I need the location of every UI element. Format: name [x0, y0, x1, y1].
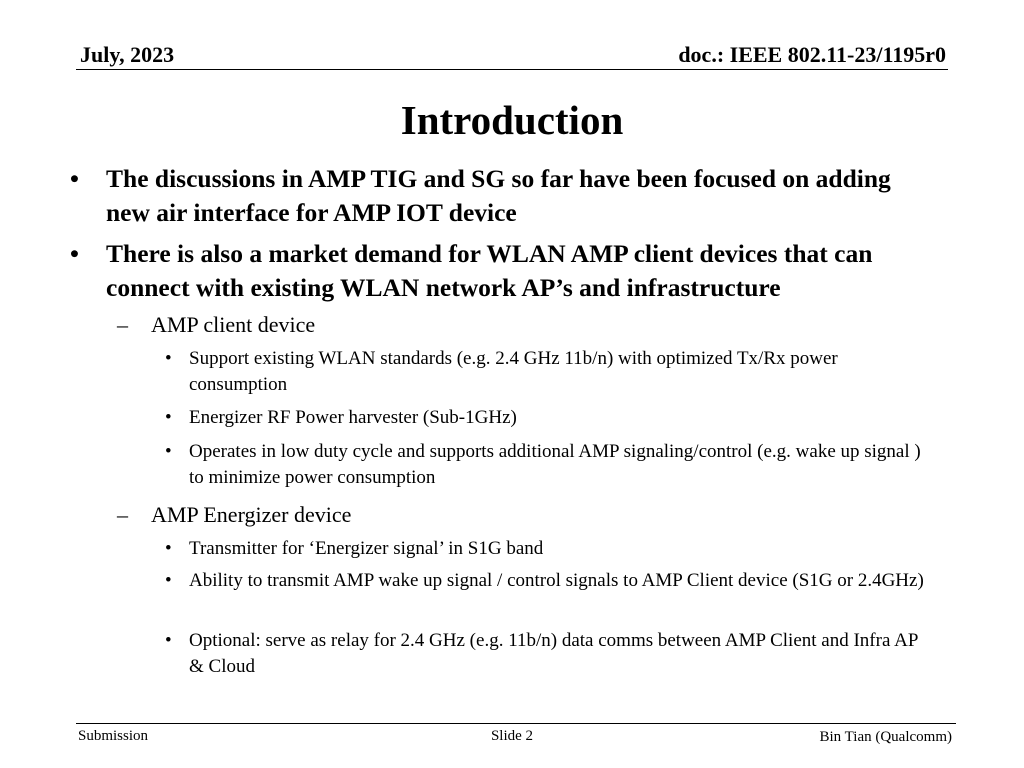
bullet-level1: [70, 162, 936, 230]
bullet-marker: •: [165, 348, 172, 369]
footer-divider: [76, 723, 956, 724]
dash-marker: –: [117, 312, 128, 337]
bullet-level3: [165, 536, 929, 562]
bullet-text: AMP Energizer device: [151, 502, 352, 527]
bullet-text: Operates in low duty cycle and supports additional AMP signaling/control (e.g. wake up signal ) to minimize power consumption: [189, 441, 921, 488]
bullet-text: Energizer RF Power harvester (Sub-1GHz): [189, 407, 517, 428]
slide-title: Introduction: [400, 97, 624, 143]
bullet-marker: •: [165, 538, 172, 559]
bullet-level3: [165, 568, 929, 594]
bullet-text: The discussions in AMP TIG and SG so far have been focused on adding new air interface for AMP IOT device: [106, 164, 891, 227]
header-date: July, 2023: [80, 42, 175, 67]
header-divider: [76, 69, 948, 70]
bullet-level3: [165, 346, 929, 398]
bullet-text: There is also a market demand for WLAN AMP client devices that can connect with existing WLAN network AP’s and infrastructure: [106, 239, 873, 302]
bullet-marker: •: [165, 570, 172, 591]
bullet-level3: [165, 628, 929, 680]
bullet-marker: •: [70, 164, 79, 193]
header-doc-number: doc.: IEEE 802.11-23/1195r0: [678, 42, 946, 67]
footer-author: Bin Tian (Qualcomm): [819, 729, 952, 745]
footer-submission: Submission: [78, 728, 149, 744]
bullet-text: AMP client device: [151, 312, 316, 337]
bullet-text: Optional: serve as relay for 2.4 GHz (e.g. 11b/n) data comms between AMP Client and Infra AP & Cloud: [189, 630, 918, 677]
bullet-marker: •: [165, 407, 172, 428]
bullet-marker: •: [165, 630, 172, 651]
bullet-text: Support existing WLAN standards (e.g. 2.4 GHz 11b/n) with optimized Tx/Rx power consumption: [189, 348, 838, 395]
bullet-level1: [70, 237, 936, 305]
bullet-level2: [117, 311, 931, 339]
bullet-level3: [165, 439, 929, 491]
bullet-level2: [117, 501, 931, 529]
bullet-marker: •: [165, 441, 172, 462]
bullet-text: Transmitter for ‘Energizer signal’ in S1G band: [189, 538, 544, 559]
dash-marker: –: [117, 502, 128, 527]
bullet-level3: [165, 405, 929, 431]
bullet-marker: •: [70, 239, 79, 268]
footer-slide-number: Slide 2: [490, 728, 534, 744]
bullet-text: Ability to transmit AMP wake up signal / control signals to AMP Client device (S1G or 2.4GHz): [189, 570, 924, 591]
